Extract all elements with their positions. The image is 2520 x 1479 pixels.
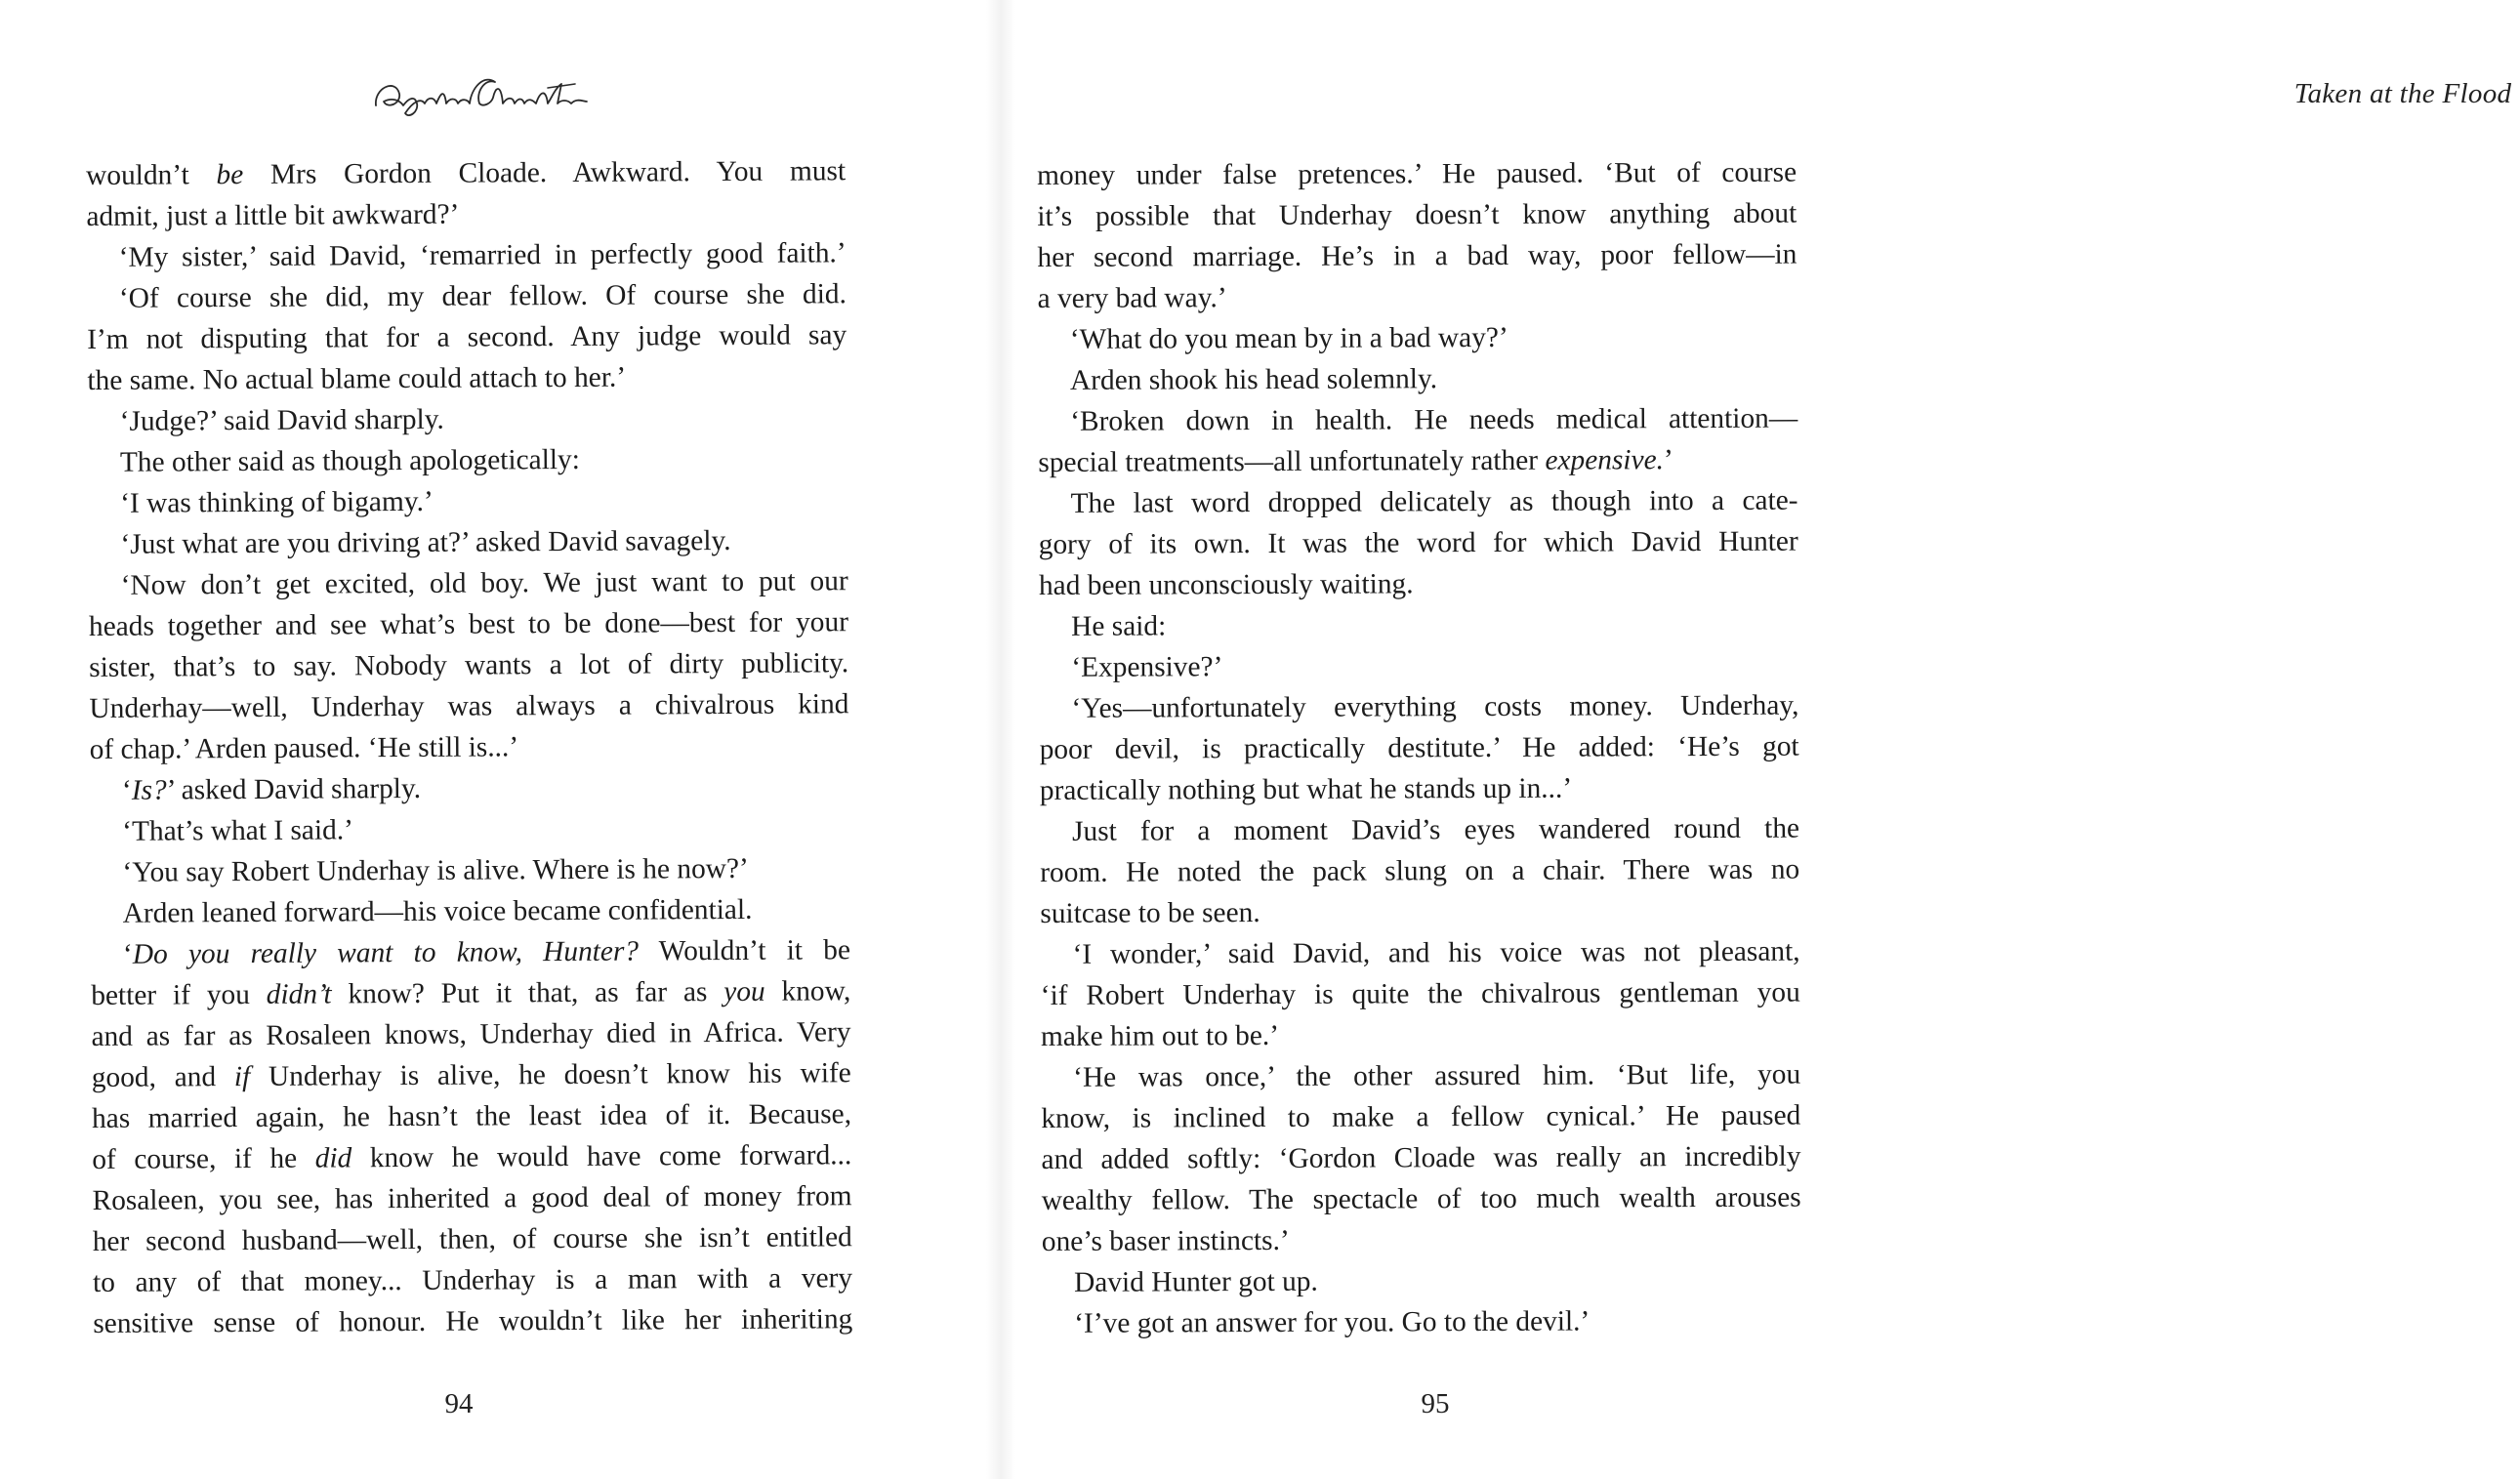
- text-line: The other said as though apologetically:: [119, 443, 580, 478]
- text-line: David Hunter got up.: [1073, 1265, 1318, 1298]
- text-line: wealthy fellow. The spectacle of too much wealth arouses: [1041, 1181, 1801, 1216]
- right-page: [996, 0, 2512, 1479]
- text-line: ‘Broken down in health. He needs medical attention—: [1070, 402, 1798, 437]
- text-line: ‘Of course she did, my dear fellow. Of course she did.: [118, 278, 847, 314]
- author-signature-logo: [366, 59, 600, 127]
- text-line: and added softly: ‘Gordon Cloade was really an incredibly: [1041, 1140, 1801, 1175]
- text-line: ‘You say Robert Underhay is alive. Where is he now?’: [122, 852, 749, 888]
- text-line: ‘That’s what I said.’: [122, 814, 354, 847]
- text-line: heads together and see what’s best to be done—best for your: [88, 606, 849, 642]
- text-line: ‘I was thinking of bigamy.’: [120, 485, 434, 519]
- text-line: money under false pretences.’ He paused. ‘But of course: [1037, 156, 1797, 191]
- page-number: 95: [1421, 1388, 1450, 1419]
- text-line: make him out to be.’: [1040, 1019, 1280, 1052]
- text-line: ‘I wonder,’ said David, and his voice was not pleasant,: [1072, 935, 1800, 970]
- text-line: Underhay—well, Underhay was always a chivalrous kind: [89, 688, 849, 724]
- text-line: sister, that’s to say. Nobody wants a lot of dirty publicity.: [89, 647, 849, 683]
- text-line: had been unconsciously waiting.: [1038, 568, 1414, 601]
- text-line: suitcase to be seen.: [1040, 897, 1260, 929]
- text-line: of chap.’ Arden paused. ‘He still is...’: [89, 731, 519, 765]
- text-line: ‘Yes—unfortunately everything costs money. Underhay,: [1071, 689, 1799, 724]
- text-line: and as far as Rosaleen knows, Underhay died in Africa. Very: [91, 1016, 851, 1052]
- text-line: ‘Now don’t get excited, old boy. We just want to put our: [120, 565, 848, 601]
- text-line: a very bad way.’: [1037, 282, 1227, 314]
- text-line: ‘Just what are you driving at?’ asked David savagely.: [120, 524, 731, 560]
- text-line: special treatments—all unfortunately rather expensive.’: [1038, 444, 1673, 478]
- text-line: has married again, he hasn’t the least idea of it. Because,: [91, 1098, 852, 1134]
- text-line: gory of its own. It was the word for which David Hunter: [1038, 525, 1798, 560]
- text-line: He said:: [1071, 610, 1167, 642]
- text-line: of course, if he did know he would have come forward...: [92, 1139, 852, 1175]
- text-line: ‘My sister,’ said David, ‘remarried in perfectly good faith.’: [118, 237, 847, 273]
- text-line: her second marriage. He’s in a bad way, poor fellow—in: [1037, 238, 1797, 273]
- page-number: 94: [444, 1388, 474, 1419]
- text-line: ‘He was once,’ the other assured him. ‘But life, you: [1073, 1058, 1801, 1093]
- text-line: good, and if Underhay is alive, he doesn’t know his wife: [91, 1057, 851, 1093]
- text-line: ‘Judge?’ said David sharply.: [119, 403, 444, 437]
- text-line: to any of that money... Underhay is a man with a very: [92, 1262, 853, 1298]
- left-page: [0, 0, 976, 1479]
- text-line: ‘Is?’ asked David sharply.: [121, 772, 422, 806]
- text-line: practically nothing but what he stands up in...’: [1039, 772, 1573, 806]
- text-line: Arden leaned forward—his voice became confidential.: [122, 893, 753, 929]
- text-line: Rosaleen, you see, has inherited a good deal of money from: [92, 1180, 852, 1216]
- text-line: the same. No actual blame could attach to her.’: [87, 361, 627, 396]
- left-page-text: [86, 150, 852, 1344]
- text-line: ‘Expensive?’: [1071, 651, 1223, 683]
- text-line: poor devil, is practically destitute.’ He added: ‘He’s got: [1039, 730, 1799, 765]
- text-line: it’s possible that Underhay doesn’t know anything about: [1037, 197, 1797, 232]
- text-line: ‘Do you really want to know, Hunter? Wouldn’t it be: [122, 934, 851, 970]
- text-line: sensitive sense of honour. He wouldn’t like her inheriting: [93, 1303, 853, 1339]
- text-line: ‘I’ve got an answer for you. Go to the devil.’: [1074, 1305, 1590, 1339]
- text-line: Arden shook his head solemnly.: [1069, 363, 1438, 396]
- text-line: ‘What do you mean by in a bad way?’: [1069, 321, 1508, 355]
- text-line: I’m not disputing that for a second. Any judge would say: [87, 319, 847, 355]
- text-line: room. He noted the pack slung on a chair. There was no: [1040, 853, 1800, 888]
- text-line: better if you didn’t know? Put it that, as far as you know,: [91, 975, 851, 1011]
- text-line: her second husband—well, then, of course she isn’t entitled: [92, 1221, 852, 1257]
- text-line: know, is inclined to make a fellow cynical.’ He paused: [1041, 1099, 1801, 1134]
- text-line: Just for a moment David’s eyes wandered round the: [1071, 812, 1800, 847]
- text-line: admit, just a little bit awkward?’: [86, 198, 460, 232]
- running-title: Taken at the Flood: [2293, 78, 2512, 109]
- signature-graphic: [366, 59, 600, 127]
- text-line: ‘if Robert Underhay is quite the chivalrous gentleman you: [1040, 976, 1800, 1011]
- right-page-text: [1037, 152, 1801, 1344]
- text-line: The last word dropped delicately as though into a cate-: [1070, 484, 1798, 519]
- text-line: one’s baser instincts.’: [1041, 1224, 1290, 1257]
- text-line: wouldn’t be Mrs Gordon Cloade. Awkward. You must: [86, 155, 847, 191]
